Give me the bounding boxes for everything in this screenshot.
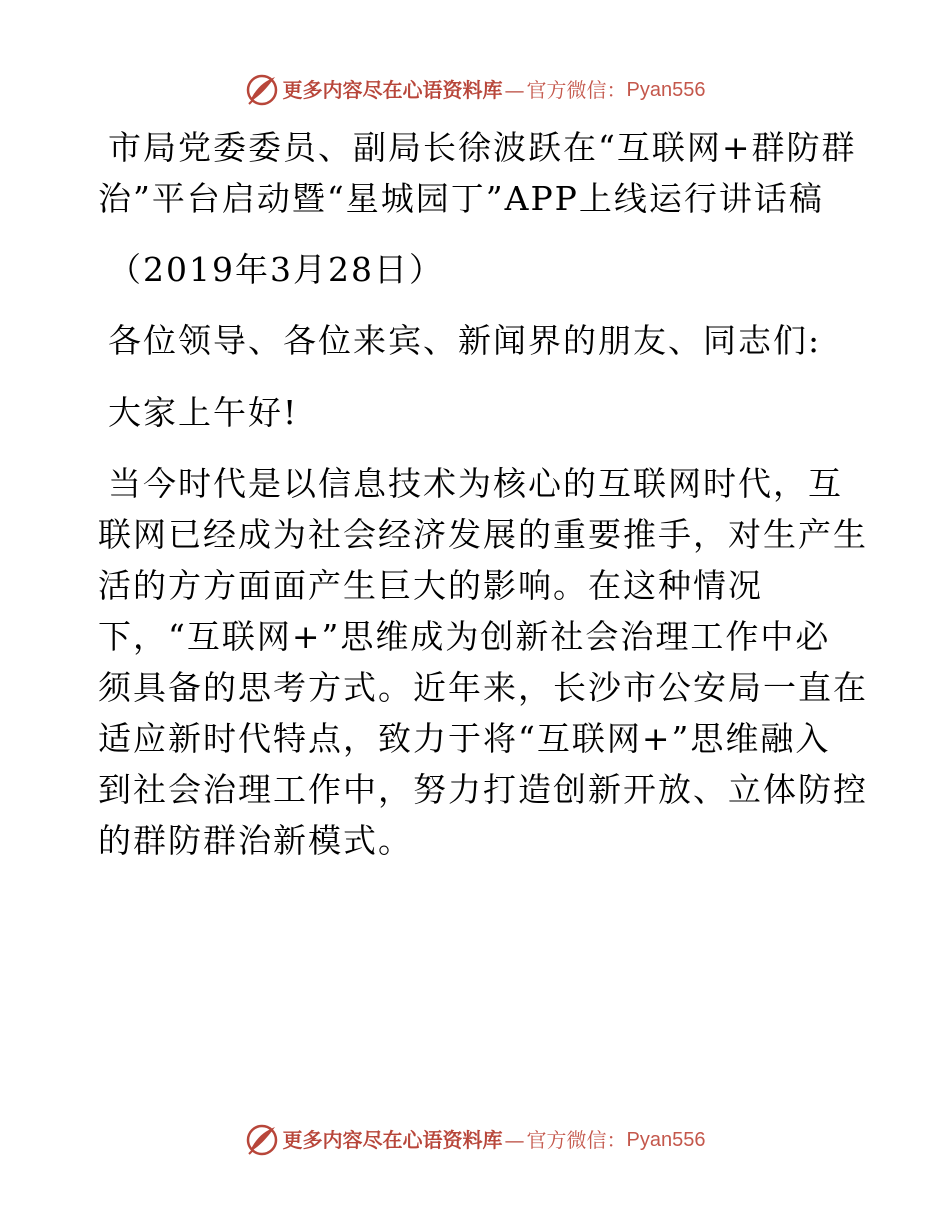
document-title-line-1: 市局党委委员、副局长徐波跃在“互联网+群防群 (108, 128, 857, 167)
body-line: 下，“互联网+”思维成为创新社会治理工作中必 (98, 617, 831, 656)
footer-wechat-id: Pyan556 (626, 1129, 706, 1151)
header-banner-content (245, 73, 706, 107)
quill-logo-icon (245, 1123, 279, 1157)
body-line: 的群防群治新模式。 (98, 821, 413, 860)
footer-dash: — (504, 1128, 525, 1152)
header-banner (0, 70, 950, 110)
body-line: 联网已经成为社会经济发展的重要推手，对生产生 (98, 515, 868, 554)
footer-banner-content (245, 1123, 706, 1157)
body-line: 活的方方面面产生巨大的影响。在这种情况 (98, 566, 763, 605)
header-brand-text: 更多内容尽在心语资料库 (282, 78, 503, 102)
footer-brand-text: 更多内容尽在心语资料库 (282, 1128, 503, 1152)
document-date: （2019年3月28日） (108, 250, 444, 289)
footer-banner (0, 1120, 950, 1160)
header-sub-text: 官方微信： (526, 78, 627, 102)
quill-logo-icon (245, 73, 279, 107)
document-body (98, 122, 868, 866)
greeting: 大家上午好! (108, 393, 299, 432)
body-line: 须具备的思考方式。近年来，长沙市公安局一直在 (98, 668, 868, 707)
body-line: 当今时代是以信息技术为核心的互联网时代，互 (108, 464, 843, 503)
document-title-line-2: 治”平台启动暨“星城园丁”APP上线运行讲话稿 (98, 179, 824, 218)
header-dash: — (504, 78, 525, 102)
body-line: 到社会治理工作中，努力打造创新开放、立体防控 (98, 770, 868, 809)
footer-sub-text: 官方微信： (526, 1128, 627, 1152)
salutation: 各位领导、各位来宾、新闻界的朋友、同志们: (108, 321, 822, 360)
body-paragraph (98, 458, 868, 866)
header-wechat-id: Pyan556 (626, 79, 706, 101)
body-line: 适应新时代特点，致力于将“互联网+”思维融入 (98, 719, 831, 758)
